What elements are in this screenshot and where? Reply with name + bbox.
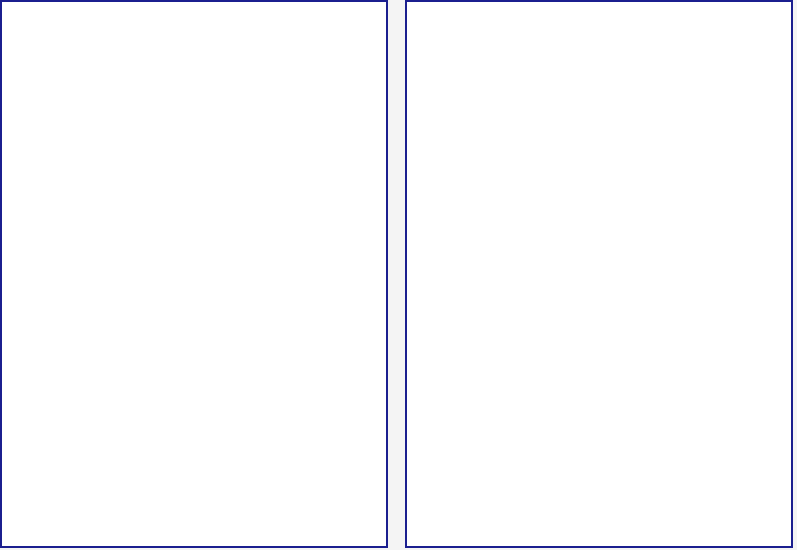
document-page-2 (405, 0, 793, 548)
document-page-1 (0, 0, 388, 548)
page-1-content (38, 38, 356, 51)
